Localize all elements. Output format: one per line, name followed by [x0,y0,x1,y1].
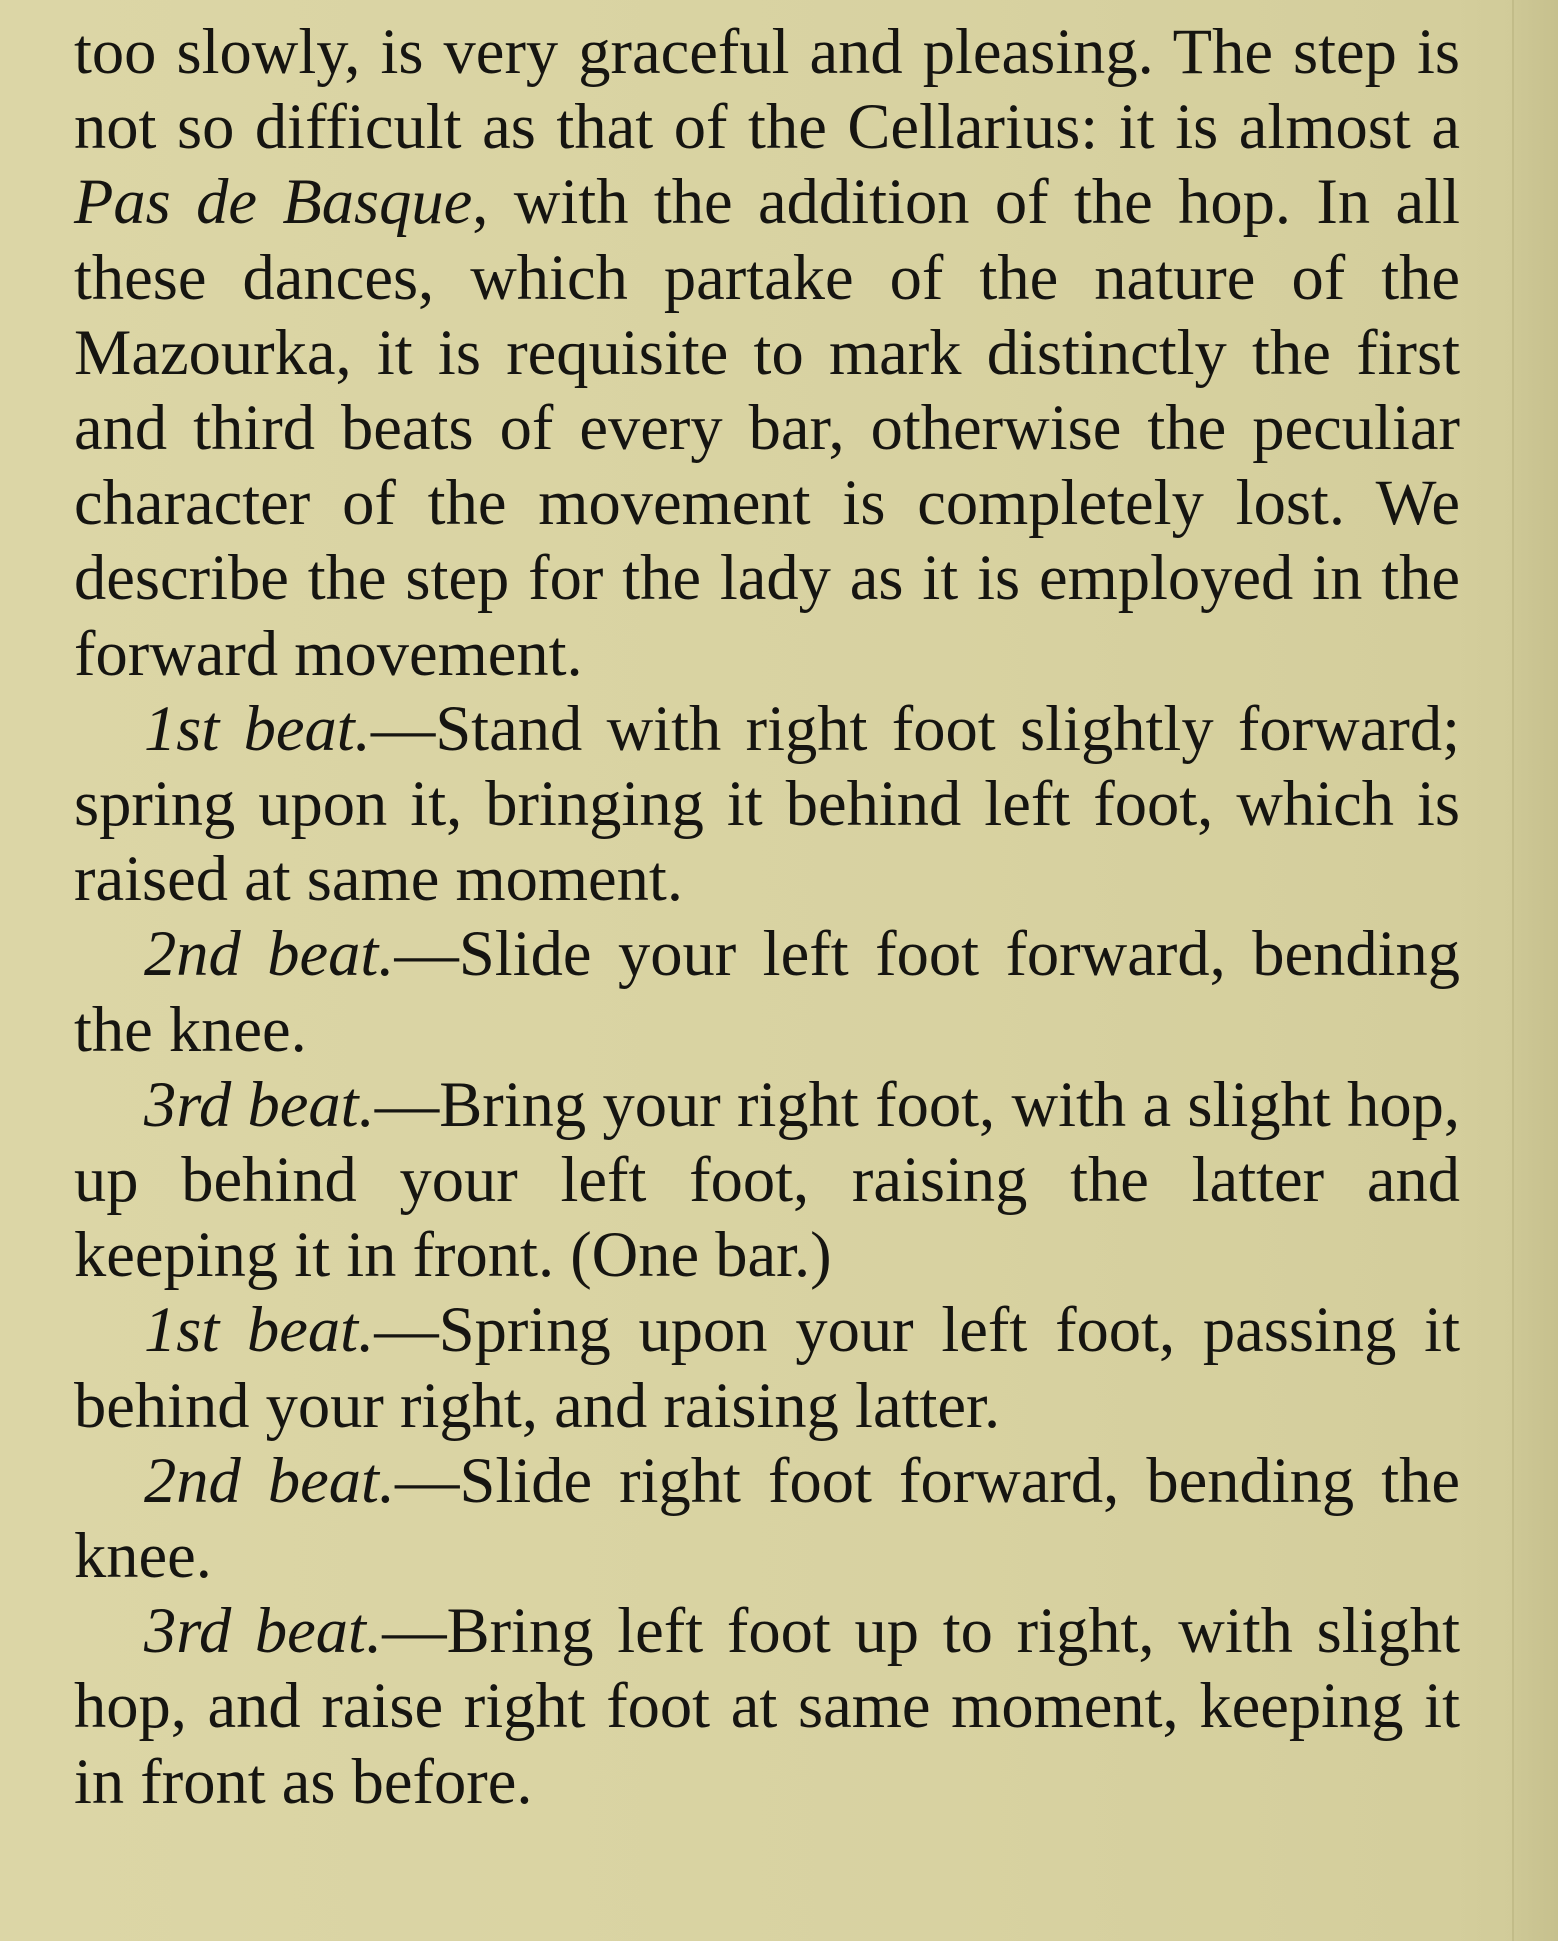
beat-instruction: —Bring left foot up to right, with slight hop, and raise right foot at same moment, keeping it in front as before. [74,1595,1460,1817]
beat-label: 2nd beat. [144,1444,395,1516]
beat-instruction: —Stand with right foot slightly forward; spring upon it, bringing it behind left foot, which is raised at same moment. [74,692,1461,915]
page-edge [1512,0,1558,1941]
beat-label: 1st beat. [144,1294,375,1366]
paragraph-beat [74,1593,1460,1819]
beat-label: 1st beat. [144,692,371,764]
paragraph-text: , with the addition of the hop. In all these dances, which partake of the nature of the Mazourka, it is requisite to mark distinctly the first and third beats of every bar, otherwise the peculiar character of the movement is completely lost. We describe the step for the lady as it is employed in the forward movement. [74,166,1460,689]
paragraph-beat [74,1067,1460,1293]
beat-label: 2nd beat. [144,918,395,990]
beat-label: 3rd beat. [144,1595,383,1667]
paragraph-beat [74,916,1460,1066]
beat-instruction: —Bring your right foot, with a slight hop, up behind your left foot, raising the latter and keeping it in front. (One bar.) [74,1068,1460,1291]
italic-term: Pas de Basque [74,166,473,238]
paragraph-beat [74,1443,1460,1593]
paragraph-text: too slowly, is very graceful and pleasing. The step is not so difficult as that of the Cellarius: it is almost a [74,16,1460,163]
beat-instruction: —Slide right foot forward, bending the knee. [74,1444,1460,1592]
body-text [74,14,1460,1819]
beat-label: 3rd beat. [144,1068,375,1140]
beat-instruction: —Slide your left foot forward, bending the knee. [74,918,1460,1065]
paragraph-beat [74,1292,1460,1442]
paragraph-intro [74,14,1460,691]
beat-instruction: —Spring upon your left foot, passing it behind your right, and raising latter. [74,1294,1460,1441]
paragraph-beat [74,691,1460,917]
